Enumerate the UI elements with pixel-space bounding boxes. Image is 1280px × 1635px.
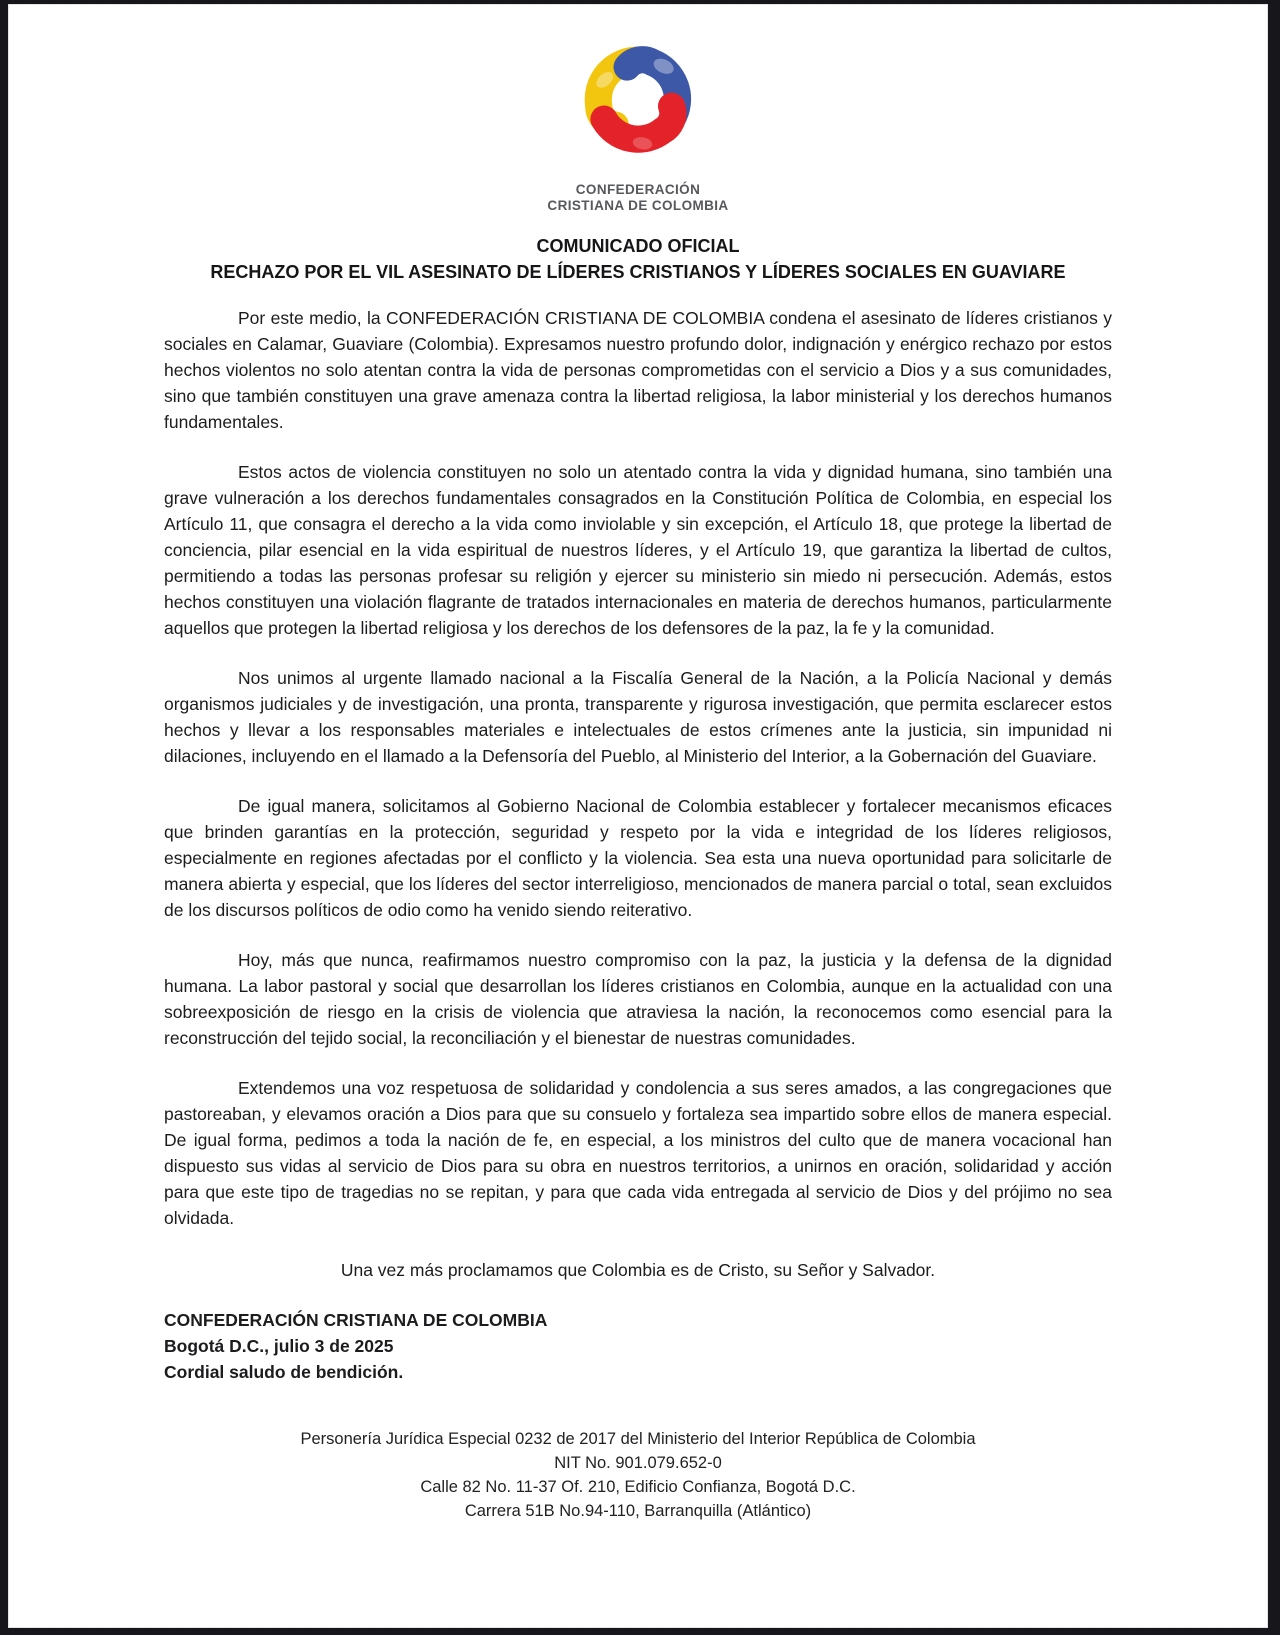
document-footer (164, 1427, 1112, 1523)
footer-legal-line: Personería Jurídica Especial 0232 de 2017 del Ministerio del Interior República de Colombia (300, 1430, 976, 1448)
document-body (164, 305, 1112, 1523)
page-content (164, 5, 1112, 1523)
paragraph-6: Extendemos una voz respetuosa de solidaridad y condolencia a sus seres amados, a las congregaciones que pastoreaban, y elevamos oración a Dios para que su consuelo y fortaleza sea impartido sobre ellos de manera especial. De igual forma, pedimos a toda la nación de fe, en especial, a los ministros del culto que de manera vocacional han dispuesto sus vidas al servicio de Dios para su obra en nuestros territorios, a unirnos en oración, solidaridad y acción para que este tipo de tragedias no se repitan, y para que cada vida entregada al servicio de Dios y del prójimo no sea olvidada. (164, 1078, 1112, 1228)
paragraph-5: Hoy, más que nunca, reafirmamos nuestro compromiso con la paz, la justicia y la defensa de la dignidad humana. La labor pastoral y social que desarrollan los líderes cristianos en Colombia, aunque en la actualidad con una sobreexposición de riesgo en la crisis de violencia que atraviesa la nación, la reconocemos como esencial para la reconstrucción del tejido social, la reconciliación y el bienestar de nuestras comunidades. (164, 950, 1112, 1048)
org-name (164, 182, 1112, 213)
proclamation-line: Una vez más proclamamos que Colombia es de Cristo, su Señor y Salvador. (340, 1260, 936, 1280)
document-title-block (164, 233, 1112, 285)
org-name-line2: CRISTIANA DE COLOMBIA (547, 197, 729, 213)
signature-date: Bogotá D.C., julio 3 de 2025 (164, 1336, 394, 1356)
paragraph-4: De igual manera, solicitamos al Gobierno Nacional de Colombia establecer y fortalecer mecanismos eficaces que brinden garantías en la protección, seguridad y respeto por la vida e integridad de los líderes religiosos, especialmente en regiones afectadas por el conflicto y la violencia. Sea esta una nueva oportunidad para solicitarle de manera abierta y especial, que los líderes del sector interreligioso, mencionados de manera parcial o total, sean excluidos de los discursos políticos de odio como ha venido siendo reiterativo. (164, 796, 1112, 920)
footer-nit-line: NIT No. 901.079.652-0 (554, 1454, 722, 1472)
signature-org: CONFEDERACIÓN CRISTIANA DE COLOMBIA (164, 1310, 548, 1330)
paragraph-1: Por este medio, la CONFEDERACIÓN CRISTIANA DE COLOMBIA condena el asesinato de líderes cristianos y sociales en Calamar, Guaviare (Colombia). Expresamos nuestro profundo dolor, indignación y enérgico rechazo por estos hechos violentos no solo atentan contra la vida de personas comprometidas con el servicio a Dios y a sus comunidades, sino que también constituyen una grave amenaza contra la libertad religiosa, la labor ministerial y los derechos humanos fundamentales. (164, 308, 1112, 432)
document-page (8, 4, 1268, 1628)
triskelion-swirl-icon (562, 27, 714, 175)
footer-address-barranquilla: Carrera 51B No.94-110, Barranquilla (Atlántico) (464, 1502, 812, 1520)
org-name-line1: CONFEDERACIÓN (575, 182, 701, 197)
paragraph-2: Estos actos de violencia constituyen no solo un atentado contra la vida y dignidad humana, sino también una grave vulneración a los derechos fundamentales consagrados en la Constitución Política de Colombia, en especial los Artículo 11, que consagra el derecho a la vida como inviolable y sin excepción, el Artículo 18, que protege la libertad de conciencia, pilar esencial en la vida espiritual de nuestros líderes, y el Artículo 19, que garantiza la libertad de cultos, permitiendo a todas las personas profesar su religión y ejercer su ministerio sin miedo ni persecución. Además, estos hechos constituyen una violación flagrante de tratados internacionales en materia de derechos humanos, particularmente aquellos que protegen la libertad religiosa y los derechos de los defensores de la paz, la fe y la comunidad. (164, 462, 1112, 638)
document-subtitle: RECHAZO POR EL VIL ASESINATO DE LÍDERES CRISTIANOS Y LÍDERES SOCIALES EN GUAVIARE (210, 262, 1066, 282)
signature-greeting: Cordial saludo de bendición. (164, 1362, 404, 1382)
document-title: COMUNICADO OFICIAL (536, 236, 740, 256)
signature-block (164, 1307, 1112, 1385)
footer-address-bogota: Calle 82 No. 11-37 Of. 210, Edificio Confianza, Bogotá D.C. (420, 1478, 856, 1496)
paragraph-3: Nos unimos al urgente llamado nacional a la Fiscalía General de la Nación, a la Policía Nacional y demás organismos judiciales y de investigación, una pronta, transparente y rigurosa investigación, que permita esclarecer estos hechos y llevar a los responsables materiales e intelectuales de estos crímenes ante la justicia, sin impunidad ni dilaciones, incluyendo en el llamado a la Defensoría del Pueblo, al Ministerio del Interior, a la Gobernación del Guaviare. (164, 668, 1112, 766)
document-header (164, 5, 1112, 213)
